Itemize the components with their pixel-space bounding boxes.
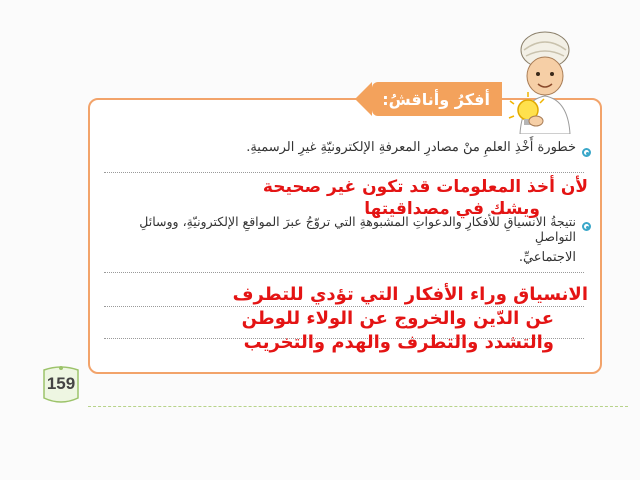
page-number: 159: [46, 374, 76, 393]
student-with-lightbulb-icon: [500, 24, 590, 134]
answer-2-line-2: عن الدّين والخروج عن الولاء للوطن: [241, 308, 554, 329]
item-2-text-line-1: نتيجةُ الانسياقِ للأفكارِ والدعواتِ المشبوهةِ التي تروّجُ عبرَ المواقعِ الإلكترونيّةِ، ووسائلِ التواصلِ: [139, 214, 576, 244]
item-1-bullet-icon: [582, 148, 591, 157]
item-1-text: خطورة أَخْذِ العلمِ منْ مصادرِ المعرفةِ الإلكترونيّةِ غيرِ الرسميةِ.: [246, 140, 576, 155]
answer-line-2: [104, 272, 584, 273]
answer-1-line-2: ويشك في مصداقيتها: [364, 199, 540, 219]
bottom-divider: [88, 406, 628, 407]
section-title: أفكرُ وأناقشُ:: [382, 89, 490, 109]
answer-line-1: [104, 172, 584, 173]
item-2-text-line-2: الاجتماعيِّ.: [518, 250, 576, 265]
answer-2-line-3: والتشدد والتطرف والهدم والتخريب: [243, 332, 554, 353]
header-tab-edge: [355, 82, 372, 116]
answer-line-3: [104, 306, 584, 307]
header-tab: [372, 82, 502, 116]
answer-1-line-1: لأن أخذ المعلومات قد تكون غير صحيحة: [262, 177, 588, 197]
item-2-bullet-icon: [582, 222, 591, 231]
answer-2-line-1: الانسياق وراء الأفكار التي تؤدي للتطرف: [232, 284, 588, 305]
